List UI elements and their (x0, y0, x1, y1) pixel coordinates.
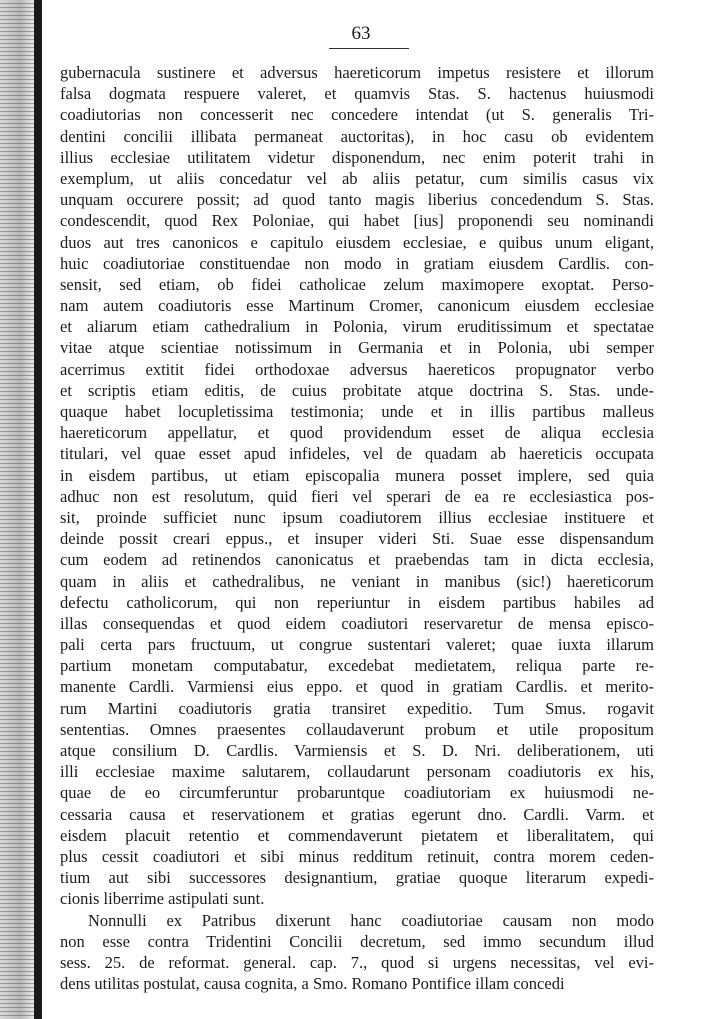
text-line: deinde possit creari eppus., et insuper videri Sti. Suae esse dispensandum (60, 529, 654, 549)
binding-rule (34, 0, 42, 1019)
text-line: atque consilium D. Cardlis. Varmiensis et S. D. Nri. deliberationem, uti (60, 741, 654, 760)
text-line: haereticorum appellatur, et quod providendum esset de aliqua ecclesia (60, 423, 654, 443)
page-number: 63 (351, 23, 371, 44)
text-line: dentini concilii illibata permaneat auctoritas), in hoc casu ob evidentem (60, 126, 654, 146)
text-line: unquam occurere possit; ad quod tanto magis liberius concedendum S. Stas. (60, 190, 654, 210)
paragraph-1 (60, 62, 654, 910)
text-line: rum Martini coadiutoris gratia transiret expeditio. Tum Smus. rogavit (60, 698, 654, 718)
text-line: et aliarum etiam cathedralium in Polonia, virum eruditissimum et spectatae (60, 317, 654, 337)
text-line: Nonnulli ex Patribus dixerunt hanc coadiutoriae causam non modo (88, 910, 654, 930)
text-line: manente Cardli. Varmiensi eius eppo. et quod in gratiam Cardlis. et merito- (60, 677, 654, 697)
text-line: condescendit, quod Rex Poloniae, qui habet [ius] proponendi seu nominandi (60, 211, 654, 231)
text-line: partium monetam computabatur, excedebat medietatem, reliqua parte re- (60, 656, 654, 676)
text-line: quam in aliis et cathedralibus, ne veniant in manibus (sic!) haereticorum (60, 571, 654, 591)
text-line: duos aut tres canonicos e capitulo eiusdem ecclesiae, e quibus unum eligant, (60, 232, 654, 252)
text-line: quaque habet locupletissima testimonia; unde et in illis partibus malleus (60, 402, 654, 421)
page-number-rule (329, 48, 409, 49)
paragraph-2 (60, 910, 654, 995)
text-line: falsa dogmata respuere valeret, et quamvis Stas. S. hactenus huiusmodi (60, 84, 654, 104)
text-line: vitae atque scientiae notissimum in Germania et in Polonia, ubi semper (60, 338, 654, 358)
text-line: illas consequendas et quod eidem coadiutori reservaretur de mensa episco- (60, 613, 654, 633)
text-line: sess. 25. de reformat. general. cap. 7., quod si urgens necessitas, vel evi- (60, 952, 654, 972)
text-line: sit, proinde sufficiet nunc ipsum coadiutorem illius ecclesiae instituere et (60, 507, 654, 527)
document-page (60, 22, 654, 994)
text-line: quae de eo circumferuntur probaruntque coadiutoriam ex huiusmodi ne- (60, 783, 654, 803)
text-line: eisdem placuit retentio et commendaverunt pietatem et liberalitatem, qui (60, 825, 654, 845)
text-line: non esse contra Tridentini Concilii decretum, sed immo secundum illud (60, 931, 654, 951)
text-line: adhuc non est resolutum, quid fieri vel sperari de ea re ecclesiastica pos- (60, 486, 654, 506)
text-line: cum eodem ad retinendos canonicatus et praebendas tam in dicta ecclesia, (60, 550, 654, 570)
text-line: in eisdem partibus, ut etiam episcopalia munera posset implere, sed quia (60, 465, 654, 485)
text-line: et scriptis etiam editis, de cuius probitate atque doctrina S. Stas. unde- (60, 380, 654, 400)
text-line: cessaria causa et reservationem et gratias egerunt dno. Cardli. Varm. et (60, 804, 654, 824)
text-line: tium aut sibi successores designantium, gratiae quoque literarum expedi- (60, 868, 654, 888)
text-line: illi ecclesiae maxime salutarem, collaudarunt personam coadiutoris ex his, (60, 762, 654, 782)
text-line: coadiutorias non concesserit nec concedere intendat (ut S. generalis Tri- (60, 105, 654, 125)
text-line: illius ecclesiae utilitatem videtur disponendum, nec enim poterit trahi in (60, 147, 654, 167)
text-line: huic coadiutoriae constituendae non modo in gratiam eiusdem Cardlis. con- (60, 253, 654, 273)
body-text (60, 62, 654, 994)
text-line: titulari, vel quae esset apud infideles, vel de quadam ab haereticis occupata (60, 444, 654, 464)
text-line: acerrimus extitit fidei orthodoxae adversus haereticos propugnator verbo (60, 359, 654, 379)
text-line: sententias. Omnes praesentes collaudaverunt probum et utile propositum (60, 719, 654, 739)
text-line: defectu catholicorum, qui non reperiuntur in eisdem partibus habiles ad (60, 592, 654, 612)
text-line: cionis liberrime astipulati sunt. (60, 889, 265, 909)
text-line: sensit, sed etiam, ob fidei catholicae zelum maximopere exoptat. Perso- (60, 274, 654, 294)
text-line: gubernacula sustinere et adversus haereticorum impetus resistere et illorum (60, 63, 654, 82)
text-line: nam autem coadiutoris esse Martinum Cromer, canonicum eiusdem ecclesiae (60, 296, 654, 316)
text-line: pali certa pars fructuum, ut congrue sustentari valeret; quae iuxta illarum (60, 635, 654, 655)
page-binding-edge (0, 0, 34, 1019)
text-line: dens utilitas postulat, causa cognita, a Smo. Romano Pontifice illam concedi (60, 974, 565, 994)
text-line: plus cessit coadiutori et sibi minus redditum retinuit, contra morem ceden- (60, 846, 654, 866)
text-line: exemplum, ut aliis concedatur vel ab aliis petatur, cum similis casus vix (60, 168, 654, 188)
